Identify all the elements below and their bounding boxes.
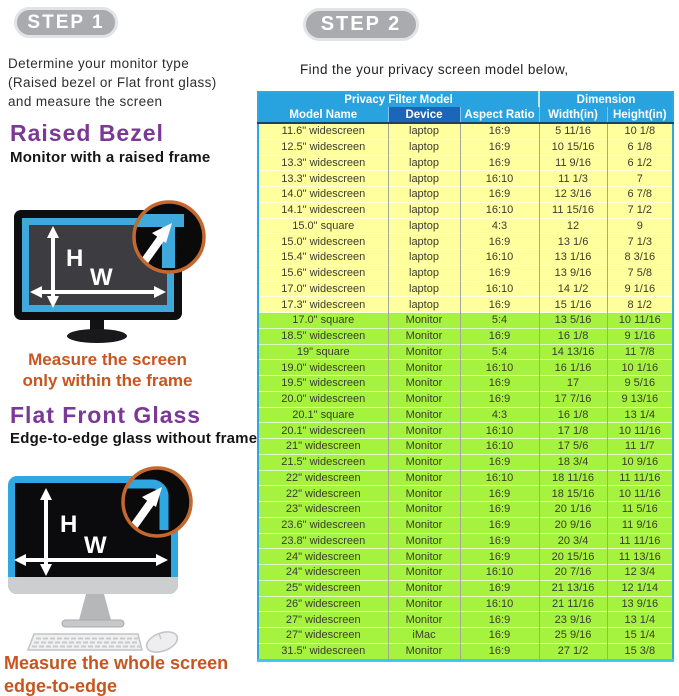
- table-cell: Monitor: [388, 328, 460, 344]
- table-cell: 7 5/8: [607, 265, 673, 281]
- table-cell: 24" widescreen: [258, 565, 388, 581]
- table-row: [258, 533, 673, 549]
- table-cell: 15.4" widescreen: [258, 250, 388, 266]
- table-row: [258, 391, 673, 407]
- table-cell: 9 1/16: [607, 281, 673, 297]
- table-cell: 16:9: [460, 486, 539, 502]
- table-row: [258, 486, 673, 502]
- table-cell: 16:10: [460, 281, 539, 297]
- table-cell: 16:9: [460, 502, 539, 518]
- table-cell: 15.0" square: [258, 218, 388, 234]
- column-header-aspect-ratio: Aspect Ratio: [460, 107, 539, 123]
- table-cell: 21 13/16: [539, 580, 607, 596]
- table-row: [258, 565, 673, 581]
- table-row: [258, 250, 673, 266]
- table-cell: Monitor: [388, 549, 460, 565]
- table-cell: 20 7/16: [539, 565, 607, 581]
- table-cell: 7: [607, 171, 673, 187]
- table-cell: 27 1/2: [539, 643, 607, 660]
- table-row: [258, 265, 673, 281]
- table-cell: 17.0" square: [258, 313, 388, 329]
- width-label: W: [90, 264, 113, 291]
- table-cell: 16:10: [460, 360, 539, 376]
- table-cell: Monitor: [388, 344, 460, 360]
- table-cell: 9: [607, 218, 673, 234]
- table-row: [258, 328, 673, 344]
- group-header-dimension: Dimension: [539, 92, 673, 107]
- table-cell: 16:9: [460, 328, 539, 344]
- step1-badge-label: STEP 1: [27, 11, 105, 33]
- width-label: W: [84, 532, 107, 559]
- table-cell: 16:9: [460, 391, 539, 407]
- table-row: [258, 517, 673, 533]
- table-row: [258, 502, 673, 518]
- table-cell: 10 1/16: [607, 360, 673, 376]
- table-row: [258, 187, 673, 203]
- keyboard-icon: [28, 634, 142, 650]
- imac-stand-base: [62, 620, 124, 627]
- table-cell: 27" widescreen: [258, 612, 388, 628]
- table-row: [258, 313, 673, 329]
- table-cell: 12 3/16: [539, 187, 607, 203]
- table-cell: 5:4: [460, 313, 539, 329]
- table-cell: 20.0" widescreen: [258, 391, 388, 407]
- table-cell: 18 15/16: [539, 486, 607, 502]
- table-cell: 25 9/16: [539, 628, 607, 644]
- table-cell: 16:9: [460, 123, 539, 139]
- table-cell: 17 1/8: [539, 423, 607, 439]
- table-cell: 13 1/4: [607, 407, 673, 423]
- table-cell: 4:3: [460, 218, 539, 234]
- table-cell: 20 1/16: [539, 502, 607, 518]
- table-row: [258, 297, 673, 313]
- table-cell: 23.6" widescreen: [258, 517, 388, 533]
- table-cell: 17.0" widescreen: [258, 281, 388, 297]
- step2-badge-label: STEP 2: [320, 13, 402, 35]
- table-cell: laptop: [388, 202, 460, 218]
- raised-caption-line-2: only within the frame: [22, 371, 193, 391]
- imac-stand-neck: [79, 594, 111, 620]
- mouse-icon: [144, 628, 180, 654]
- imac-chin: [8, 577, 178, 594]
- group-header-privacy-filter-model: Privacy Filter Model: [258, 92, 539, 107]
- table-cell: 16 1/16: [539, 360, 607, 376]
- table-cell: laptop: [388, 218, 460, 234]
- table-row: [258, 580, 673, 596]
- table-cell: 15 1/16: [539, 297, 607, 313]
- raised-bezel-monitor-illustration: [6, 190, 221, 350]
- flat-glass-title: Flat Front Glass: [10, 402, 202, 428]
- table-cell: 10 11/16: [607, 486, 673, 502]
- table-cell: 23" widescreen: [258, 502, 388, 518]
- table-cell: 23 9/16: [539, 612, 607, 628]
- table-row: [258, 202, 673, 218]
- table-cell: 22" widescreen: [258, 470, 388, 486]
- table-cell: Monitor: [388, 612, 460, 628]
- raised-bezel-subtitle: Monitor with a raised frame: [10, 149, 211, 166]
- table-cell: 20 15/16: [539, 549, 607, 565]
- table-cell: 13 9/16: [539, 265, 607, 281]
- table-cell: Monitor: [388, 391, 460, 407]
- table-cell: Monitor: [388, 423, 460, 439]
- column-header-model-name: Model Name: [258, 107, 388, 123]
- table-cell: Monitor: [388, 454, 460, 470]
- table-cell: laptop: [388, 123, 460, 139]
- table-cell: 13 1/4: [607, 612, 673, 628]
- table-cell: 6 7/8: [607, 187, 673, 203]
- table-cell: 11 13/16: [607, 549, 673, 565]
- table-cell: 16:9: [460, 139, 539, 155]
- table-row: [258, 454, 673, 470]
- table-cell: 18.5" widescreen: [258, 328, 388, 344]
- table-cell: 19.5" widescreen: [258, 376, 388, 392]
- table-cell: 10 9/16: [607, 454, 673, 470]
- height-label: H: [66, 245, 84, 272]
- table-cell: Monitor: [388, 596, 460, 612]
- table-cell: 11 11/16: [607, 470, 673, 486]
- table-cell: 13 9/16: [607, 596, 673, 612]
- table-cell: 12 1/14: [607, 580, 673, 596]
- table-cell: 21 11/16: [539, 596, 607, 612]
- table-cell: 4:3: [460, 407, 539, 423]
- table-cell: 25" widescreen: [258, 580, 388, 596]
- table-cell: 11 9/16: [539, 155, 607, 171]
- table-cell: 16:9: [460, 580, 539, 596]
- table-cell: 11 15/16: [539, 202, 607, 218]
- table-cell: laptop: [388, 265, 460, 281]
- table-cell: 16:10: [460, 250, 539, 266]
- height-label: H: [60, 511, 78, 538]
- table-cell: 11 7/8: [607, 344, 673, 360]
- group-header-row: [258, 92, 673, 107]
- table-cell: laptop: [388, 155, 460, 171]
- table-row: [258, 123, 673, 139]
- table-cell: 9 13/16: [607, 391, 673, 407]
- table-cell: 11.6" widescreen: [258, 123, 388, 139]
- table-cell: 10 1/8: [607, 123, 673, 139]
- flat-glass-caption: [4, 652, 254, 696]
- table-cell: 10 15/16: [539, 139, 607, 155]
- table-cell: 16:9: [460, 628, 539, 644]
- table-cell: 7 1/3: [607, 234, 673, 250]
- column-header-row: [258, 107, 673, 123]
- table-cell: Monitor: [388, 565, 460, 581]
- table-cell: laptop: [388, 234, 460, 250]
- table-cell: 15.0" widescreen: [258, 234, 388, 250]
- table-cell: 15 1/4: [607, 628, 673, 644]
- table-cell: 17 5/6: [539, 439, 607, 455]
- table-cell: 15.6" widescreen: [258, 265, 388, 281]
- table-row: [258, 155, 673, 171]
- table-cell: 17 7/16: [539, 391, 607, 407]
- table-cell: 5:4: [460, 344, 539, 360]
- table-cell: 16:9: [460, 187, 539, 203]
- table-cell: Monitor: [388, 533, 460, 549]
- table-cell: laptop: [388, 297, 460, 313]
- flat-glass-subtitle: Edge-to-edge glass without frame: [10, 430, 258, 447]
- table-cell: 6 1/8: [607, 139, 673, 155]
- table-cell: 10 11/16: [607, 313, 673, 329]
- table-row: [258, 376, 673, 392]
- table-cell: 17.3" widescreen: [258, 297, 388, 313]
- table-cell: 16:9: [460, 454, 539, 470]
- intro-line-1: Determine your monitor type: [8, 56, 190, 71]
- column-header-height: Height(in): [607, 107, 673, 123]
- table-cell: laptop: [388, 171, 460, 187]
- table-row: [258, 234, 673, 250]
- step1-badge: [14, 7, 118, 38]
- table-cell: 19" square: [258, 344, 388, 360]
- table-cell: 12 3/4: [607, 565, 673, 581]
- step1-intro: [8, 55, 253, 112]
- table-row: [258, 171, 673, 187]
- table-cell: 16:9: [460, 533, 539, 549]
- table-cell: 13.3" widescreen: [258, 171, 388, 187]
- table-cell: 6 1/2: [607, 155, 673, 171]
- table-cell: 18 3/4: [539, 454, 607, 470]
- table-cell: 11 5/16: [607, 502, 673, 518]
- table-cell: 14 13/16: [539, 344, 607, 360]
- table-cell: 11 1/3: [539, 171, 607, 187]
- table-cell: 16:9: [460, 376, 539, 392]
- table-row: [258, 612, 673, 628]
- table-cell: 26" widescreen: [258, 596, 388, 612]
- table-cell: 20 3/4: [539, 533, 607, 549]
- table-cell: 16:9: [460, 234, 539, 250]
- table-cell: 16 1/8: [539, 407, 607, 423]
- step2-intro: Find the your privacy screen model below,: [300, 62, 569, 77]
- table-cell: laptop: [388, 250, 460, 266]
- step2-badge: [303, 8, 419, 41]
- intro-line-3: and measure the screen: [8, 93, 163, 109]
- table-cell: Monitor: [388, 313, 460, 329]
- table-row: [258, 281, 673, 297]
- table-cell: 27" widescreen: [258, 628, 388, 644]
- table-row: [258, 360, 673, 376]
- table-cell: 16 1/8: [539, 328, 607, 344]
- table-cell: 5 11/16: [539, 123, 607, 139]
- table-cell: 20.1" square: [258, 407, 388, 423]
- table-cell: laptop: [388, 187, 460, 203]
- flat-glass-monitor-illustration: [2, 462, 217, 654]
- table-cell: 16:10: [460, 470, 539, 486]
- table-row: [258, 139, 673, 155]
- table-cell: 21" widescreen: [258, 439, 388, 455]
- table-cell: 21.5" widescreen: [258, 454, 388, 470]
- table-cell: 11 1/7: [607, 439, 673, 455]
- table-cell: 16:10: [460, 171, 539, 187]
- table-cell: 16:10: [460, 596, 539, 612]
- table-cell: 16:9: [460, 297, 539, 313]
- column-header-width: Width(in): [539, 107, 607, 123]
- table-cell: 7 1/2: [607, 202, 673, 218]
- table-cell: 16:10: [460, 423, 539, 439]
- table-cell: 16:9: [460, 265, 539, 281]
- table-cell: 12.5" widescreen: [258, 139, 388, 155]
- table-cell: 14.1" widescreen: [258, 202, 388, 218]
- table-cell: 23.8" widescreen: [258, 533, 388, 549]
- table-cell: 18 11/16: [539, 470, 607, 486]
- table-row: [258, 218, 673, 234]
- table-cell: 8 1/2: [607, 297, 673, 313]
- table-cell: 22" widescreen: [258, 486, 388, 502]
- table-cell: 15 3/8: [607, 643, 673, 660]
- table-row: [258, 470, 673, 486]
- table-cell: Monitor: [388, 376, 460, 392]
- table-row: [258, 549, 673, 565]
- table-cell: 24" widescreen: [258, 549, 388, 565]
- table-cell: laptop: [388, 139, 460, 155]
- table-cell: 11 9/16: [607, 517, 673, 533]
- table-cell: 16:9: [460, 549, 539, 565]
- table-cell: 13 1/6: [539, 234, 607, 250]
- table-cell: Monitor: [388, 439, 460, 455]
- table-cell: 10 11/16: [607, 423, 673, 439]
- table-cell: 16:9: [460, 155, 539, 171]
- table-cell: Monitor: [388, 502, 460, 518]
- model-table-container: [257, 91, 674, 662]
- monitor-stand-base: [67, 329, 127, 343]
- table-row: [258, 596, 673, 612]
- table-cell: 14 1/2: [539, 281, 607, 297]
- table-cell: Monitor: [388, 643, 460, 660]
- table-cell: 8 3/16: [607, 250, 673, 266]
- table-row: [258, 344, 673, 360]
- table-cell: 16:10: [460, 565, 539, 581]
- table-cell: Monitor: [388, 517, 460, 533]
- table-cell: 20.1" widescreen: [258, 423, 388, 439]
- table-cell: Monitor: [388, 407, 460, 423]
- raised-caption-line-1: Measure the screen: [28, 350, 187, 369]
- table-cell: 16:10: [460, 439, 539, 455]
- table-cell: Monitor: [388, 360, 460, 376]
- table-cell: 17: [539, 376, 607, 392]
- table-row: [258, 439, 673, 455]
- corner-zoom-icon: [122, 468, 191, 536]
- flat-caption-line-1: Measure the whole screen: [4, 653, 229, 673]
- table-cell: 13.3" widescreen: [258, 155, 388, 171]
- table-cell: 9 5/16: [607, 376, 673, 392]
- table-row: [258, 423, 673, 439]
- column-header-device: Device: [388, 107, 460, 123]
- model-table: [257, 91, 674, 662]
- table-cell: 13 1/16: [539, 250, 607, 266]
- table-row: [258, 407, 673, 423]
- raised-bezel-caption: [10, 349, 205, 392]
- table-row: [258, 628, 673, 644]
- table-row: [258, 643, 673, 660]
- table-cell: 9 1/16: [607, 328, 673, 344]
- flat-caption-line-2: edge-to-edge: [4, 675, 118, 696]
- table-cell: 12: [539, 218, 607, 234]
- table-cell: 31.5" widescreen: [258, 643, 388, 660]
- table-cell: 16:9: [460, 643, 539, 660]
- raised-bezel-title: Raised Bezel: [10, 120, 164, 146]
- table-cell: laptop: [388, 281, 460, 297]
- table-cell: 19.0" widescreen: [258, 360, 388, 376]
- table-cell: 20 9/16: [539, 517, 607, 533]
- table-cell: 13 5/16: [539, 313, 607, 329]
- table-cell: Monitor: [388, 580, 460, 596]
- intro-line-2: (Raised bezel or Flat front glass): [8, 74, 217, 90]
- table-cell: iMac: [388, 628, 460, 644]
- table-cell: 16:9: [460, 517, 539, 533]
- table-cell: 16:10: [460, 202, 539, 218]
- table-cell: Monitor: [388, 470, 460, 486]
- table-cell: Monitor: [388, 486, 460, 502]
- table-cell: 16:9: [460, 612, 539, 628]
- table-cell: 14.0" widescreen: [258, 187, 388, 203]
- table-cell: 11 11/16: [607, 533, 673, 549]
